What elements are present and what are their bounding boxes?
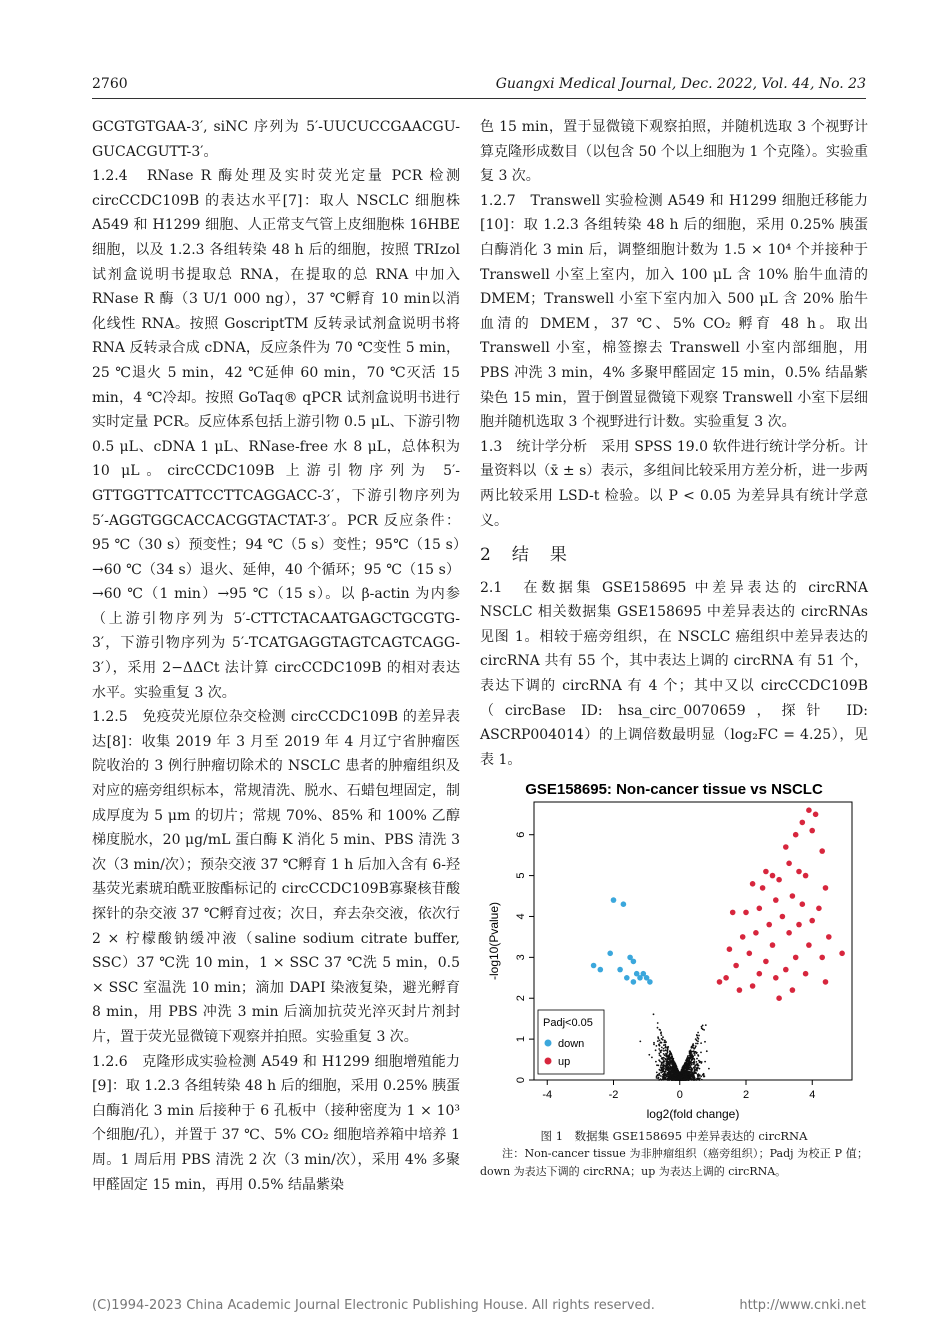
background-point <box>697 1077 699 1079</box>
up-point <box>763 959 769 965</box>
up-point <box>737 988 743 994</box>
background-point <box>698 1065 700 1067</box>
background-point <box>680 1076 682 1078</box>
background-point <box>659 1029 661 1031</box>
up-point <box>796 869 802 875</box>
background-point <box>659 1079 661 1081</box>
background-point <box>691 1069 693 1071</box>
background-point <box>670 1062 672 1064</box>
background-point <box>667 1067 669 1069</box>
up-point <box>747 951 753 957</box>
background-point <box>706 1051 708 1053</box>
background-point <box>666 1053 668 1055</box>
down-point <box>644 975 650 981</box>
background-point <box>663 1048 665 1050</box>
figure-1 <box>480 778 868 1123</box>
background-point <box>705 1025 707 1027</box>
x-tick-label: -4 <box>542 1089 553 1102</box>
background-point <box>653 1014 655 1016</box>
background-point <box>708 1068 710 1070</box>
paragraph: 1.3 统计学分析 采用 SPSS 19.0 软件进行统计学分析。计量资料以（x̄ ± s）表示，多组间比较采用方差分析，进一步两两比较采用 LSD-t 检验。以 P < 0.05 为差异具有统计学意义。 <box>480 438 868 529</box>
background-point <box>671 1070 673 1072</box>
y-axis-label: -log10(Pvalue) <box>487 902 501 981</box>
x-tick-label: -2 <box>608 1089 619 1102</box>
background-point <box>663 1078 665 1080</box>
background-point <box>664 1074 666 1076</box>
background-point <box>687 1065 689 1067</box>
background-point <box>686 1062 688 1064</box>
figure-note: 注：Non-cancer tissue 为非肿瘤组织（癌旁组织）；Padj 为校正 P 值；down 为表达下调的 circRNA；up 为表达上调的 circRNA。 <box>480 1147 868 1179</box>
background-point <box>657 1041 659 1043</box>
background-point <box>653 1042 655 1044</box>
background-point <box>694 1055 696 1057</box>
paragraph: 1.2.5 免疫荧光原位杂交检测 circCCDC109B 的差异表达[8]：收集 2019 年 3 月至 2019 年 4 月辽宁省肿瘤医院收治的 3 例行肿瘤切除术的 NSCLC 患者的肿瘤组织及对应的癌旁组织标本，常规清洗、脱水、石蜡包埋固定，制成厚度为 5 μm 的切片；常规 70%、85% 和 100% 乙醇梯度脱水，20 μg/mL 蛋白酶 K 消化 5 min、PBS 清洗 3 次（3 min/次）；预杂交液 37 ℃孵育 1 h 后加入含有 6-羟基荧光素琥珀酰亚胺酯标记的 circCCDC109B寡聚核苷酸探针的杂交液 37 ℃孵育过夜；次日，弃去杂交液，依次行 2 × 柠檬酸钠缓冲液（saline sodium citrate buffer, SSC）37 ℃洗 10 min，1 × SSC 37 ℃洗 5 min，0.5 × SSC 室温洗 10 min；滴加 DAPI 染液复染，避光孵育 8 min，用 PBS 冲洗 3 min 后滴加抗荧光淬灭封片剂封片，置于荧光显微镜下观察并拍照。实验重复 3 次。 <box>92 709 460 1045</box>
down-point <box>607 951 613 957</box>
background-point <box>665 1066 667 1068</box>
background-point <box>698 1038 700 1040</box>
up-point <box>800 820 806 826</box>
background-point <box>678 1077 680 1079</box>
background-point <box>675 1073 677 1075</box>
background-point <box>656 1077 658 1079</box>
up-point <box>723 975 729 981</box>
legend-up-label: up <box>558 1056 571 1069</box>
background-point <box>700 1043 702 1045</box>
up-point <box>773 898 779 904</box>
background-point <box>692 1058 694 1060</box>
up-point <box>809 918 815 924</box>
up-point <box>757 906 763 912</box>
up-point <box>776 877 782 883</box>
up-point <box>770 873 776 879</box>
background-point <box>657 1023 659 1025</box>
background-point <box>692 1077 694 1079</box>
up-point <box>770 943 776 949</box>
background-point <box>683 1076 685 1078</box>
background-point <box>671 1074 673 1076</box>
up-point <box>813 812 819 818</box>
up-point <box>743 910 749 916</box>
background-point <box>655 1050 657 1052</box>
journal-running-header: Guangxi Medical Journal, Dec. 2022, Vol. 44, No. 23 <box>495 76 866 92</box>
background-point <box>668 1079 670 1081</box>
background-point <box>698 1060 700 1062</box>
up-point <box>793 832 799 838</box>
up-point <box>809 828 815 834</box>
legend-down-label: down <box>558 1038 585 1051</box>
y-tick-label: 0 <box>515 1077 527 1084</box>
chart-title: GSE158695: Non-cancer tissue vs NSCLC <box>525 781 823 799</box>
background-point <box>697 1074 699 1076</box>
background-point <box>664 1044 666 1046</box>
background-point <box>666 1068 668 1070</box>
background-point <box>667 1062 669 1064</box>
background-point <box>700 1052 702 1054</box>
background-point <box>701 1062 703 1064</box>
background-point <box>659 1055 661 1057</box>
legend-up-marker <box>545 1058 552 1065</box>
x-tick-label: 2 <box>742 1089 750 1102</box>
down-point <box>637 975 643 981</box>
background-point <box>670 1057 672 1059</box>
background-point <box>673 1064 675 1066</box>
background-point <box>656 1065 658 1067</box>
up-point <box>790 894 796 900</box>
up-point <box>806 808 812 814</box>
background-point <box>661 1035 663 1037</box>
background-point <box>687 1068 689 1070</box>
background-point <box>699 1078 701 1080</box>
background-point <box>689 1079 691 1081</box>
legend-down-marker <box>545 1040 552 1047</box>
background-point <box>691 1047 693 1049</box>
down-point <box>591 963 597 969</box>
background-point <box>675 1078 677 1080</box>
up-point <box>796 922 802 928</box>
background-point <box>696 1070 698 1072</box>
background-point <box>665 1046 667 1048</box>
y-tick-label: 1 <box>515 1036 527 1043</box>
y-tick-label: 5 <box>515 872 527 880</box>
y-tick-label: 2 <box>515 995 527 1002</box>
background-point <box>693 1051 695 1053</box>
up-point <box>750 984 756 990</box>
background-point <box>685 1077 687 1079</box>
background-point <box>669 1069 671 1071</box>
background-point <box>692 1045 694 1047</box>
up-point <box>786 861 792 867</box>
background-point <box>691 1079 693 1081</box>
background-point <box>696 1040 698 1042</box>
up-point <box>766 922 772 928</box>
background-point <box>670 1077 672 1079</box>
down-point <box>624 975 630 981</box>
background-point <box>660 1042 662 1044</box>
background-point <box>696 1061 698 1063</box>
background-point <box>696 1080 698 1082</box>
background-point <box>661 1062 663 1064</box>
up-point <box>727 947 733 953</box>
background-point <box>701 1079 703 1081</box>
background-point <box>657 1037 659 1039</box>
down-point <box>598 967 604 973</box>
y-tick-label: 3 <box>515 954 527 961</box>
background-point <box>663 1050 665 1052</box>
background-point <box>656 1045 658 1047</box>
background-point <box>672 1060 674 1062</box>
copyright-text: (C)1994-2023 China Academic Journal Electronic Publishing House. All rights reserved. <box>92 1298 655 1313</box>
background-point <box>663 1063 665 1065</box>
background-point <box>703 1076 705 1078</box>
down-point <box>631 980 637 986</box>
background-point <box>697 1043 699 1045</box>
up-point <box>816 906 822 912</box>
paragraph: 2.1 在数据集 GSE158695 中差异表达的 circRNA NSCLC 相关数据集 GSE158695 中差异表达的 circRNAs见图 1。相较于癌旁组织，在 NSCLC 癌组织中差异表达的 circRNA 共有 55 个，其中表达上调的 circRNA 有 51 个，表达下调的 circRNA 有 4 个；其中又以 circCCDC109B（circBase ID: hsa_circ_0070659，探针 ID: ASCRP004014）的上调倍数最明显（log₂FC = 4.25），见表 1。 <box>480 579 882 768</box>
legend <box>538 1010 604 1074</box>
background-point <box>676 1071 678 1073</box>
background-point <box>651 1057 653 1059</box>
background-point <box>699 1062 701 1064</box>
up-point <box>803 971 809 977</box>
background-point <box>685 1064 687 1066</box>
background-point <box>661 1064 663 1066</box>
background-point <box>699 1080 701 1082</box>
background-point <box>659 1061 661 1063</box>
right-column <box>480 115 882 1181</box>
background-point <box>675 1075 677 1077</box>
background-point <box>661 1070 663 1072</box>
background-point <box>672 1077 674 1079</box>
background-point <box>666 1055 668 1057</box>
background-point <box>693 1067 695 1069</box>
background-point <box>663 1053 665 1055</box>
background-point <box>669 1053 671 1055</box>
background-point <box>656 1072 658 1074</box>
background-point <box>704 1061 706 1063</box>
background-point <box>666 1064 668 1066</box>
up-point <box>803 873 809 879</box>
background-point <box>684 1074 686 1076</box>
y-tick-label: 6 <box>515 832 527 839</box>
up-point <box>823 886 829 892</box>
page-number: 2760 <box>92 76 128 92</box>
background-point <box>666 1074 668 1076</box>
background-point <box>698 1035 700 1037</box>
background-point <box>681 1079 683 1081</box>
background-point <box>680 1073 682 1075</box>
x-axis-label: log2(fold change) <box>646 1107 740 1122</box>
background-point <box>690 1051 692 1053</box>
background-point <box>661 1047 663 1049</box>
background-point <box>659 1040 661 1042</box>
background-point <box>689 1062 691 1064</box>
background-point <box>667 1052 669 1054</box>
background-point <box>656 1076 658 1078</box>
background-point <box>662 1039 664 1041</box>
background-point <box>694 1047 696 1049</box>
background-point <box>696 1034 698 1036</box>
background-point <box>648 1054 650 1056</box>
background-point <box>665 1050 667 1052</box>
up-point <box>773 975 779 981</box>
background-point <box>665 1075 667 1077</box>
background-point <box>660 1076 662 1078</box>
background-point <box>665 1060 667 1062</box>
background-point <box>691 1075 693 1077</box>
background-point <box>683 1067 685 1069</box>
background-point <box>689 1069 691 1071</box>
paragraph: 1.2.7 Transwell 实验检测 A549 和 H1299 细胞迁移能力[10]：取 1.2.3 各组转染 48 h 后的细胞，采用 0.25% 胰蛋白酶消化 3 min 后，调整细胞计数为 1.5 × 10⁴ 个并接种于 Transwell 小室上室内，加入 100 μL 含 10% 胎牛血清的 DMEM；Transwell 小室下室内加入 500 μL 含 20% 胎牛血清的 DMEM，37 ℃、5% CO₂ 孵育 48 h。取出 Transwell 小室，棉签擦去 Transwell 小室内部细胞，用 PBS 冲洗 3 min，4% 多聚甲醛固定 15 min，0.5% 结晶紫染色 15 min，置于倒置显微镜下观察 Transwell 小室下层细胞并随机选取 3 个视野进行计数。实验重复 3 次。 <box>480 192 868 431</box>
background-point <box>667 1046 669 1048</box>
background-point <box>693 1071 695 1073</box>
background-point <box>687 1072 689 1074</box>
background-point <box>653 1044 655 1046</box>
background-point <box>657 1027 659 1029</box>
up-point <box>819 955 825 961</box>
background-point <box>697 1067 699 1069</box>
up-point <box>763 869 769 875</box>
background-point <box>696 1058 698 1060</box>
background-point <box>669 1055 671 1057</box>
up-point <box>826 935 832 941</box>
up-point <box>783 967 789 973</box>
up-point <box>730 910 736 916</box>
background-point <box>684 1070 686 1072</box>
up-point <box>800 902 806 908</box>
background-point <box>697 1032 699 1034</box>
background-point <box>689 1067 691 1069</box>
up-point <box>780 914 786 920</box>
up-point <box>823 980 829 986</box>
background-point <box>702 1025 704 1027</box>
background-point <box>672 1059 674 1061</box>
background-point <box>681 1070 683 1072</box>
paragraph: 色 15 min，置于显微镜下观察拍照，并随机选取 3 个视野计算克隆形成数目（以包含 50 个以上细胞为 1 个克隆）。实验重复 3 次。 <box>480 119 868 185</box>
background-point <box>658 1077 660 1079</box>
background-point <box>668 1071 670 1073</box>
background-point <box>664 1072 666 1074</box>
background-point <box>639 1041 641 1043</box>
paragraph: GCGTGTGAA-3′, siNC 序列为 5′-UUCUCCGAACGU-GUCACGUTT-3′。 <box>92 119 460 160</box>
cnki-url: http://www.cnki.net <box>739 1298 866 1313</box>
background-point <box>658 1049 660 1051</box>
section-heading: 2 结 果 <box>480 545 569 566</box>
background-point <box>662 1058 664 1060</box>
up-point <box>776 996 782 1002</box>
background-point <box>691 1064 693 1066</box>
figure-caption: 图 1 数据集 GSE158695 中差异表达的 circRNA <box>540 1129 808 1144</box>
x-tick-label: 4 <box>809 1089 816 1102</box>
background-point <box>699 1068 701 1070</box>
background-point <box>661 1079 663 1081</box>
background-point <box>687 1057 689 1059</box>
down-point <box>611 898 617 904</box>
background-point <box>673 1068 675 1070</box>
up-point <box>753 930 759 936</box>
paragraph: 1.2.4 RNase R 酶处理及实时荧光定量 PCR 检测 circCCDC109B 的表达水平[7]：取人 NSCLC 细胞株 A549 和 H1299 细胞、人正常支气管上皮细胞株 16HBE 细胞，以及 1.2.3 各组转染 48 h 后的细胞，按照 TRIzol 试剂盒说明书提取总 RNA，在提取的总 RNA 中加入 RNase R 酶（3 U/1 000 ng），37 ℃孵育 10 min以消化线性 RNA。按照 GoscriptTM 反转录试剂盒说明书将 RNA 反转录合成 cDNA，反应条件为 70 ℃变性 5 min，25 ℃退火 5 min，42 ℃延伸 60 min，70 ℃灭活 15 min，4 ℃冷却。按照 GoTaq® qPCR 试剂盒说明书进行实时定量 PCR。反应体系包括上游引物 0.5 μL、下游引物 0.5 μL、cDNA 1 μL、RNase-free 水 8 μL，总体积为 10 μL。circCCDC109B 上游引物序列为 5′-GTTGGTTCATTCCTTCAGGACC-3′，下游引物序列为 5′-AGGTGGCACCACGGTACTAT-3′。PCR 反应条件：95 ℃（30 s）预变性；94 ℃（5 s）变性；95℃（15 s）→60 ℃（34 s）退火、延伸，40 个循环；95 ℃（15 s）→60 ℃（1 min）→95 ℃（15 s）。以 β-actin 为内参（上游引物序列为 5′-CTTCTACAATGAGCTGCGTG-3′，下游引物序列为 5′-TCATGAGGTAGTCAGTCAGG-3′），采用 2−ΔΔCt 法计算 circCCDC109B 的相对表达水平。实验重复 3 次。 <box>92 168 460 701</box>
up-point <box>717 980 723 986</box>
footer <box>92 1298 866 1313</box>
background-point <box>683 1079 685 1081</box>
background-point <box>669 1065 671 1067</box>
background-point <box>693 1061 695 1063</box>
up-point <box>760 886 766 892</box>
up-point <box>783 845 789 851</box>
background-point <box>665 1079 667 1081</box>
volcano-plot <box>480 778 868 1123</box>
down-point <box>631 959 637 965</box>
background-point <box>698 1076 700 1078</box>
background-point <box>663 1064 665 1066</box>
background-point <box>679 1078 681 1080</box>
background-point <box>683 1065 685 1067</box>
background-point <box>655 1061 657 1063</box>
background-point <box>704 1041 706 1043</box>
background-point <box>688 1055 690 1057</box>
up-point <box>757 971 763 977</box>
up-point <box>806 943 812 949</box>
background-point <box>662 1069 664 1071</box>
background-point <box>658 1044 660 1046</box>
background-point <box>703 1074 705 1076</box>
paragraph: 1.2.6 克隆形成实验检测 A549 和 H1299 细胞增殖能力[9]：取 1.2.3 各组转染 48 h 后的细胞，采用 0.25% 胰蛋白酶消化 3 min 后接种于 6 孔板中（接种密度为 1 × 10³ 个细胞/孔），并置于 37 ℃、5% CO₂ 细胞培养箱中培养 1 周。1 周后用 PBS 清洗 2 次（3 min/次），采用 4% 多聚甲醛固定 15 min，再用 0.5% 结晶紫染 <box>92 1053 460 1193</box>
down-point <box>621 902 627 908</box>
background-point <box>687 1078 689 1080</box>
header-rule <box>92 98 866 99</box>
background-point <box>698 1055 700 1057</box>
up-point <box>786 930 792 936</box>
background-point <box>695 1073 697 1075</box>
background-point <box>686 1074 688 1076</box>
background-point <box>695 1043 697 1045</box>
down-point <box>617 967 623 973</box>
background-point <box>662 1037 664 1039</box>
up-point <box>819 849 825 855</box>
y-tick-label: 4 <box>515 913 527 920</box>
up-point <box>839 951 845 957</box>
background-point <box>659 1050 661 1052</box>
x-tick-label: 0 <box>676 1089 683 1102</box>
background-point <box>658 1053 660 1055</box>
background-point <box>701 1028 703 1030</box>
background-point <box>691 1056 693 1058</box>
background-point <box>686 1059 688 1061</box>
up-point <box>793 955 799 961</box>
legend-title: Padj<0.05 <box>543 1017 593 1030</box>
up-point <box>740 935 746 941</box>
background-point <box>664 1058 666 1060</box>
background-point <box>665 1042 667 1044</box>
up-point <box>733 963 739 969</box>
up-point <box>750 881 756 887</box>
background-point <box>696 1052 698 1054</box>
background-point <box>660 1032 662 1034</box>
background-point <box>663 1076 665 1078</box>
background-point <box>664 1040 666 1042</box>
background-point <box>689 1072 691 1074</box>
up-point <box>790 988 796 994</box>
background-point <box>678 1072 680 1074</box>
left-column <box>92 115 460 1197</box>
background-point <box>700 1076 702 1078</box>
background-point <box>678 1074 680 1076</box>
